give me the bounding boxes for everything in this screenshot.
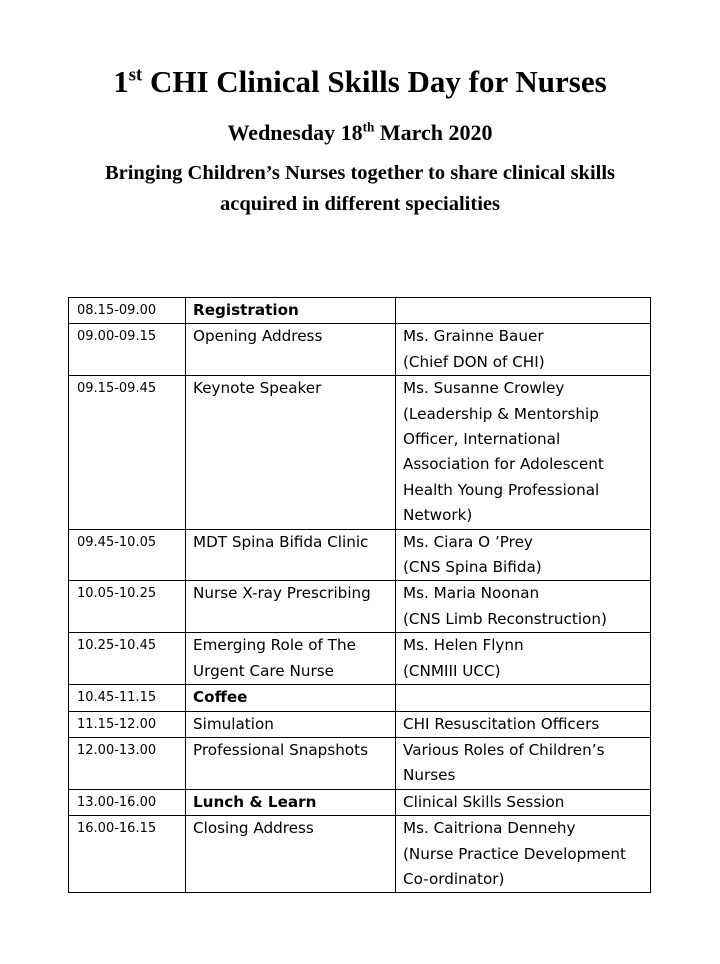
agenda-time: 13.00-16.00 [69,789,186,815]
agenda-time: 09.00-09.15 [69,324,186,376]
agenda-session [186,376,396,529]
agenda-session [186,711,396,737]
agenda-speaker-line: Ms. Grainne Bauer [403,327,544,346]
agenda-speaker [396,789,651,815]
agenda-session [186,685,396,711]
agenda-speaker-line: (CNS Limb Reconstruction) [403,609,607,628]
agenda-row [69,376,651,529]
agenda-session-line: Emerging Role of The [193,636,356,655]
agenda-row [69,324,651,376]
agenda-row [69,581,651,633]
agenda-session [186,298,396,324]
agenda-session-line: Nurse X-ray Prescribing [193,584,371,603]
event-tagline [0,158,720,220]
agenda-speaker-line: (Leadership & Mentorship [403,404,599,423]
agenda-speaker-line: Clinical Skills Session [403,792,565,811]
tagline-line: Bringing Children’s Nurses together to share clinical skills [104,162,616,184]
agenda-speaker-line: Ms. Susanne Crowley [403,379,565,398]
agenda-speaker-line: Health Young Professional [403,480,600,499]
agenda-table [68,297,651,893]
date-day: Wednesday 18 [227,120,363,145]
agenda-session [186,324,396,376]
agenda-speaker [396,324,651,376]
agenda-speaker [396,816,651,893]
title-text: CHI Clinical Skills Day for Nurses [142,64,607,99]
agenda-session-line: Opening Address [193,327,323,346]
agenda-speaker-line: Officer, International [403,430,561,449]
agenda-time: 12.00-13.00 [69,737,186,789]
agenda-session [186,816,396,893]
agenda-speaker [396,685,651,711]
agenda-speaker-line: CHI Resuscitation Officers [403,714,600,733]
agenda-speaker [396,711,651,737]
agenda-speaker-line: Association for Adolescent [403,455,604,474]
agenda-time: 10.45-11.15 [69,685,186,711]
agenda-session-line: Professional Snapshots [193,740,369,759]
agenda-speaker-line: Various Roles of Children’s [403,740,605,759]
agenda-speaker [396,581,651,633]
agenda-row [69,685,651,711]
agenda-speaker-line: Ms. Helen Flynn [403,636,524,655]
agenda-session-line: Lunch & Learn [193,792,317,811]
agenda-speaker-line: Ms. Ciara O ’Prey [403,532,533,551]
agenda-session [186,737,396,789]
event-date [0,118,720,148]
agenda-speaker-line: Network) [403,506,473,525]
agenda-body [69,298,651,893]
agenda-session-line: Registration [193,301,299,319]
agenda-speaker-line: Ms. Maria Noonan [403,584,540,603]
agenda-speaker [396,298,651,324]
agenda-speaker-line: (CNS Spina Bifida) [403,558,542,577]
agenda-time: 10.25-10.45 [69,633,186,685]
title-ordinal: st [128,64,143,86]
agenda-time: 09.45-10.05 [69,529,186,581]
agenda-session-line: MDT Spina Bifida Clinic [193,532,369,551]
date-month-year: March 2020 [374,120,493,145]
title-number: 1 [113,64,129,99]
agenda-row [69,737,651,789]
agenda-row [69,633,651,685]
agenda-time: 16.00-16.15 [69,816,186,893]
agenda-time: 10.05-10.25 [69,581,186,633]
agenda-speaker-line: (CNMIII UCC) [403,661,501,680]
agenda-time: 11.15-12.00 [69,711,186,737]
agenda-speaker-line: (Chief DON of CHI) [403,352,545,371]
date-ordinal: th [362,119,375,135]
tagline-line: acquired in different specialities [220,193,500,215]
agenda-session [186,789,396,815]
agenda-session [186,581,396,633]
agenda-speaker [396,529,651,581]
agenda-row [69,789,651,815]
page-title [0,62,720,102]
agenda-session-line: Urgent Care Nurse [193,661,334,680]
agenda-speaker-line: (Nurse Practice Development [403,844,626,863]
agenda-speaker [396,737,651,789]
agenda-row [69,711,651,737]
agenda-time: 09.15-09.45 [69,376,186,529]
agenda-session-line: Simulation [193,714,274,733]
agenda-speaker [396,376,651,529]
agenda-speaker [396,633,651,685]
agenda-session-line: Keynote Speaker [193,379,322,398]
agenda-row [69,298,651,324]
agenda-time: 08.15-09.00 [69,298,186,324]
agenda-session-line: Closing Address [193,819,314,838]
agenda-speaker-line: Ms. Caitriona Dennehy [403,819,576,838]
agenda-row [69,529,651,581]
agenda-speaker-line: Nurses [403,766,456,785]
agenda-session [186,529,396,581]
agenda-session-line: Coffee [193,688,248,707]
agenda-session [186,633,396,685]
agenda-row [69,816,651,893]
agenda-speaker-line: Co-ordinator) [403,869,505,888]
